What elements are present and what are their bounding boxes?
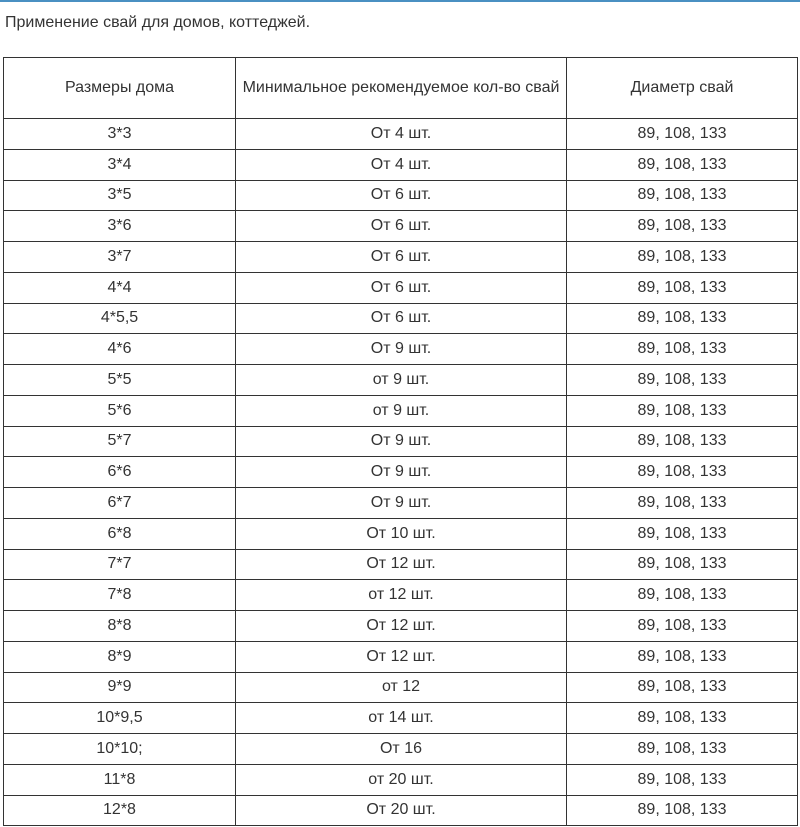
cell-min-piles: От 6 шт. [236, 180, 567, 211]
cell-min-piles: От 10 шт. [236, 518, 567, 549]
table-row [4, 672, 798, 703]
cell-min-piles: От 9 шт. [236, 426, 567, 457]
cell-min-piles: От 6 шт. [236, 303, 567, 334]
cell-house-size: 7*8 [4, 580, 236, 611]
cell-pile-diameter: 89, 108, 133 [567, 149, 798, 180]
cell-min-piles: От 16 [236, 734, 567, 765]
table-caption: Применение свай для домов, коттеджей. [5, 14, 311, 31]
table-body [4, 119, 798, 826]
cell-house-size: 3*5 [4, 180, 236, 211]
cell-pile-diameter: 89, 108, 133 [567, 795, 798, 826]
cell-pile-diameter: 89, 108, 133 [567, 395, 798, 426]
table-row [4, 395, 798, 426]
cell-min-piles: От 12 шт. [236, 611, 567, 642]
cell-min-piles: От 6 шт. [236, 272, 567, 303]
table-row [4, 242, 798, 273]
cell-pile-diameter: 89, 108, 133 [567, 580, 798, 611]
table-row [4, 611, 798, 642]
cell-min-piles: От 6 шт. [236, 242, 567, 273]
column-header-pile-diameter: Диаметр свай [567, 58, 798, 119]
table-row [4, 795, 798, 826]
cell-min-piles: от 12 [236, 672, 567, 703]
cell-pile-diameter: 89, 108, 133 [567, 703, 798, 734]
table-row [4, 457, 798, 488]
cell-pile-diameter: 89, 108, 133 [567, 764, 798, 795]
table-row [4, 303, 798, 334]
cell-pile-diameter: 89, 108, 133 [567, 672, 798, 703]
cell-house-size: 4*4 [4, 272, 236, 303]
cell-pile-diameter: 89, 108, 133 [567, 549, 798, 580]
table-row [4, 734, 798, 765]
table-row [4, 488, 798, 519]
cell-pile-diameter: 89, 108, 133 [567, 242, 798, 273]
cell-pile-diameter: 89, 108, 133 [567, 488, 798, 519]
table-row [4, 703, 798, 734]
cell-pile-diameter: 89, 108, 133 [567, 180, 798, 211]
cell-house-size: 5*7 [4, 426, 236, 457]
top-divider [0, 0, 800, 2]
table-row [4, 549, 798, 580]
column-header-house-size: Размеры дома [4, 58, 236, 119]
table-row [4, 334, 798, 365]
cell-pile-diameter: 89, 108, 133 [567, 426, 798, 457]
cell-pile-diameter: 89, 108, 133 [567, 211, 798, 242]
table-row [4, 149, 798, 180]
table-row [4, 119, 798, 150]
cell-house-size: 4*6 [4, 334, 236, 365]
cell-house-size: 11*8 [4, 764, 236, 795]
cell-pile-diameter: 89, 108, 133 [567, 334, 798, 365]
cell-house-size: 8*8 [4, 611, 236, 642]
cell-house-size: 4*5,5 [4, 303, 236, 334]
cell-min-piles: от 20 шт. [236, 764, 567, 795]
cell-house-size: 3*4 [4, 149, 236, 180]
cell-pile-diameter: 89, 108, 133 [567, 518, 798, 549]
cell-min-piles: от 12 шт. [236, 580, 567, 611]
table-row [4, 426, 798, 457]
cell-house-size: 5*5 [4, 365, 236, 396]
cell-pile-diameter: 89, 108, 133 [567, 641, 798, 672]
cell-pile-diameter: 89, 108, 133 [567, 303, 798, 334]
cell-pile-diameter: 89, 108, 133 [567, 365, 798, 396]
cell-min-piles: От 6 шт. [236, 211, 567, 242]
cell-min-piles: от 9 шт. [236, 365, 567, 396]
cell-min-piles: От 9 шт. [236, 488, 567, 519]
cell-min-piles: От 20 шт. [236, 795, 567, 826]
cell-house-size: 3*7 [4, 242, 236, 273]
column-header-min-piles: Минимальное рекомендуемое кол-во свай [236, 58, 567, 119]
cell-house-size: 6*6 [4, 457, 236, 488]
cell-min-piles: От 4 шт. [236, 149, 567, 180]
cell-pile-diameter: 89, 108, 133 [567, 611, 798, 642]
table-row [4, 764, 798, 795]
cell-min-piles: От 9 шт. [236, 457, 567, 488]
cell-house-size: 6*8 [4, 518, 236, 549]
table-row [4, 272, 798, 303]
cell-house-size: 7*7 [4, 549, 236, 580]
cell-house-size: 3*6 [4, 211, 236, 242]
table-header-row [4, 58, 798, 119]
cell-min-piles: От 12 шт. [236, 641, 567, 672]
cell-house-size: 5*6 [4, 395, 236, 426]
table-row [4, 641, 798, 672]
cell-house-size: 10*9,5 [4, 703, 236, 734]
cell-house-size: 6*7 [4, 488, 236, 519]
cell-min-piles: от 14 шт. [236, 703, 567, 734]
table-row [4, 518, 798, 549]
cell-pile-diameter: 89, 108, 133 [567, 119, 798, 150]
cell-house-size: 9*9 [4, 672, 236, 703]
cell-min-piles: От 12 шт. [236, 549, 567, 580]
cell-pile-diameter: 89, 108, 133 [567, 734, 798, 765]
cell-min-piles: От 4 шт. [236, 119, 567, 150]
cell-house-size: 12*8 [4, 795, 236, 826]
table-row [4, 180, 798, 211]
table-row [4, 580, 798, 611]
piles-table [3, 57, 798, 826]
table-row [4, 211, 798, 242]
cell-pile-diameter: 89, 108, 133 [567, 272, 798, 303]
cell-house-size: 3*3 [4, 119, 236, 150]
cell-house-size: 10*10; [4, 734, 236, 765]
cell-min-piles: от 9 шт. [236, 395, 567, 426]
cell-pile-diameter: 89, 108, 133 [567, 457, 798, 488]
cell-min-piles: От 9 шт. [236, 334, 567, 365]
table-row [4, 365, 798, 396]
cell-house-size: 8*9 [4, 641, 236, 672]
